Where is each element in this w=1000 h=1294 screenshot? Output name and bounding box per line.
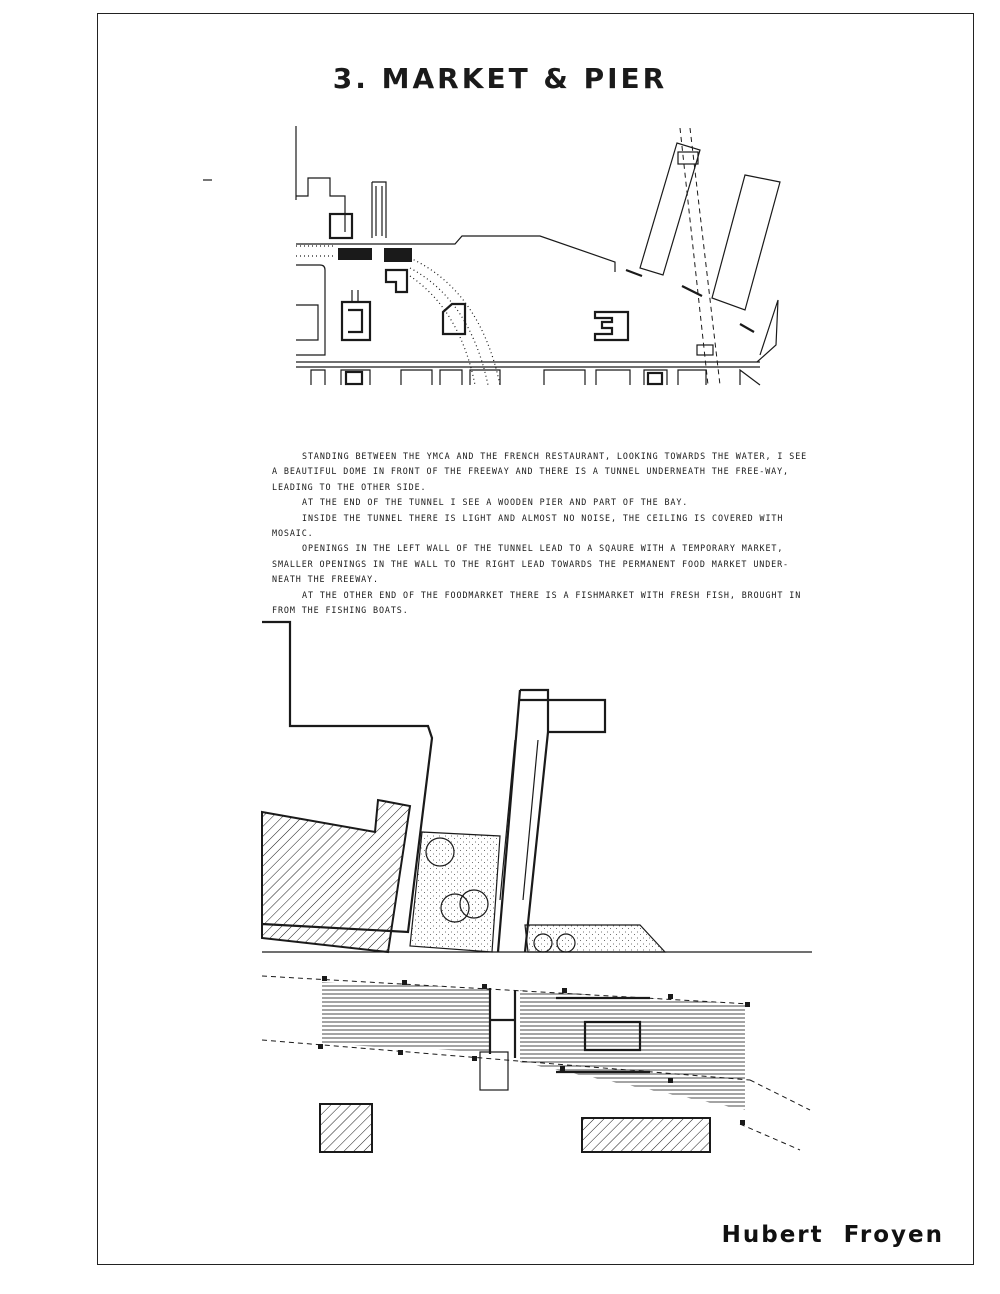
paragraph-3: INSIDE THE TUNNEL THERE IS LIGHT AND ALMOST NO NOISE, THE CEILING IS COVERED WITH MOSAIC. (272, 512, 784, 539)
page-title: 3. MARKET & PIER (332, 62, 668, 95)
paragraph-4: OPENINGS IN THE LEFT WALL OF THE TUNNEL LEAD TO A SQAURE WITH A TEMPORARY MARKET, SMALLER OPENINGS IN THE WALL TO THE RIGHT LEAD TOWARDS THE PERMANENT FOOD MARKET UNDER-NEATH THE FREEWAY. (272, 543, 789, 585)
paragraph-1: STANDING BETWEEN THE YMCA AND THE FRENCH RESTAURANT, LOOKING TOWARDS THE WATER, I SEE A BEAUTIFUL DOME IN FRONT OF THE FREEWAY AND THERE IS A TUNNEL UNDERNEATH THE FREE-WAY, LEADING TO THE OTHER SIDE. (272, 451, 808, 492)
paragraph-2: AT THE END OF THE TUNNEL I SEE A WOODEN PIER AND PART OF THE BAY. (302, 497, 689, 508)
paragraph-5: AT THE OTHER END OF THE FOODMARKET THERE IS A FISHMARKET WITH FRESH FISH, BROUGHT IN FROM THE FISHING BOATS. (272, 589, 802, 616)
author-name: Hubert Froyen (721, 1222, 944, 1248)
